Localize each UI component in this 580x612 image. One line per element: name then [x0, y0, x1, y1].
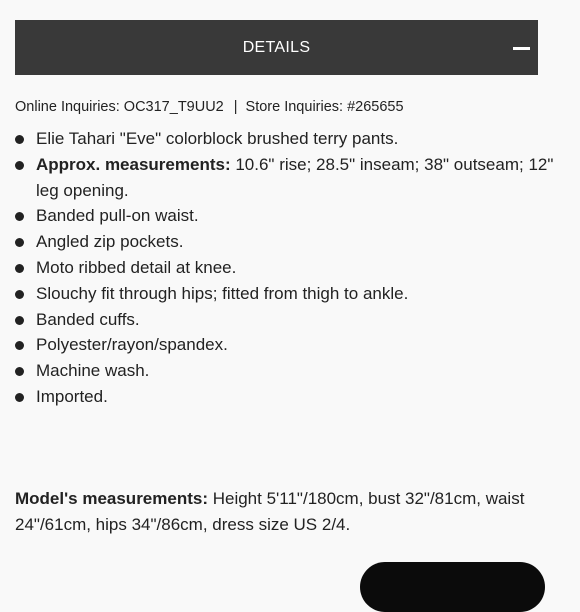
model-measurements: [15, 486, 570, 538]
feature-text: Machine wash.: [36, 361, 150, 381]
store-inquiries: Store Inquiries: #265655: [245, 99, 404, 115]
inquiries-line: [15, 99, 404, 115]
details-accordion-header[interactable]: [15, 20, 538, 75]
model-text: Height 5'11"/180cm, bust 32"/81cm, waist 24"/61cm, hips 34"/86cm, dress size US 2/4.: [15, 489, 525, 534]
feature-label: Approx. measurements:: [36, 154, 231, 174]
list-item: [15, 358, 555, 384]
feature-text: Elie Tahari "Eve" colorblock brushed terry pants.: [36, 129, 399, 148]
feature-text: Polyester/rayon/spandex.: [36, 335, 228, 355]
feature-text: 10.6" rise; 28.5" inseam; 38" outseam; 12" leg opening.: [36, 154, 554, 200]
bullet-icon: [15, 393, 24, 402]
bottom-action-button[interactable]: [360, 562, 545, 612]
inquiries-separator: |: [233, 99, 238, 115]
bullet-icon: [15, 212, 24, 221]
list-item: [15, 307, 555, 333]
list-item: [15, 229, 555, 255]
feature-text: Slouchy fit through hips; fitted from thigh to ankle.: [36, 283, 409, 303]
list-item: [15, 126, 555, 152]
feature-text: Banded cuffs.: [36, 309, 140, 329]
feature-text: Imported.: [36, 386, 108, 406]
bullet-icon: [15, 135, 24, 144]
minus-icon[interactable]: [513, 47, 530, 50]
list-item: [15, 332, 555, 358]
list-item: [15, 203, 555, 229]
bullet-icon: [15, 290, 24, 299]
bullet-icon: [15, 161, 24, 170]
details-title: DETAILS: [242, 38, 311, 56]
bullet-icon: [15, 264, 24, 273]
model-label: Model's measurements:: [15, 489, 208, 508]
bullet-icon: [15, 341, 24, 350]
bullet-icon: [15, 238, 24, 247]
feature-text: Moto ribbed detail at knee.: [36, 257, 237, 277]
online-inquiries: Online Inquiries: OC317_T9UU2: [15, 99, 224, 115]
list-item: [15, 384, 555, 410]
list-item: [15, 152, 555, 204]
bullet-icon: [15, 367, 24, 376]
list-item: [15, 255, 555, 281]
feature-text: Banded pull-on waist.: [36, 206, 199, 226]
feature-list: [15, 126, 555, 410]
feature-text: Angled zip pockets.: [36, 232, 184, 252]
list-item: [15, 281, 555, 307]
bullet-icon: [15, 316, 24, 325]
